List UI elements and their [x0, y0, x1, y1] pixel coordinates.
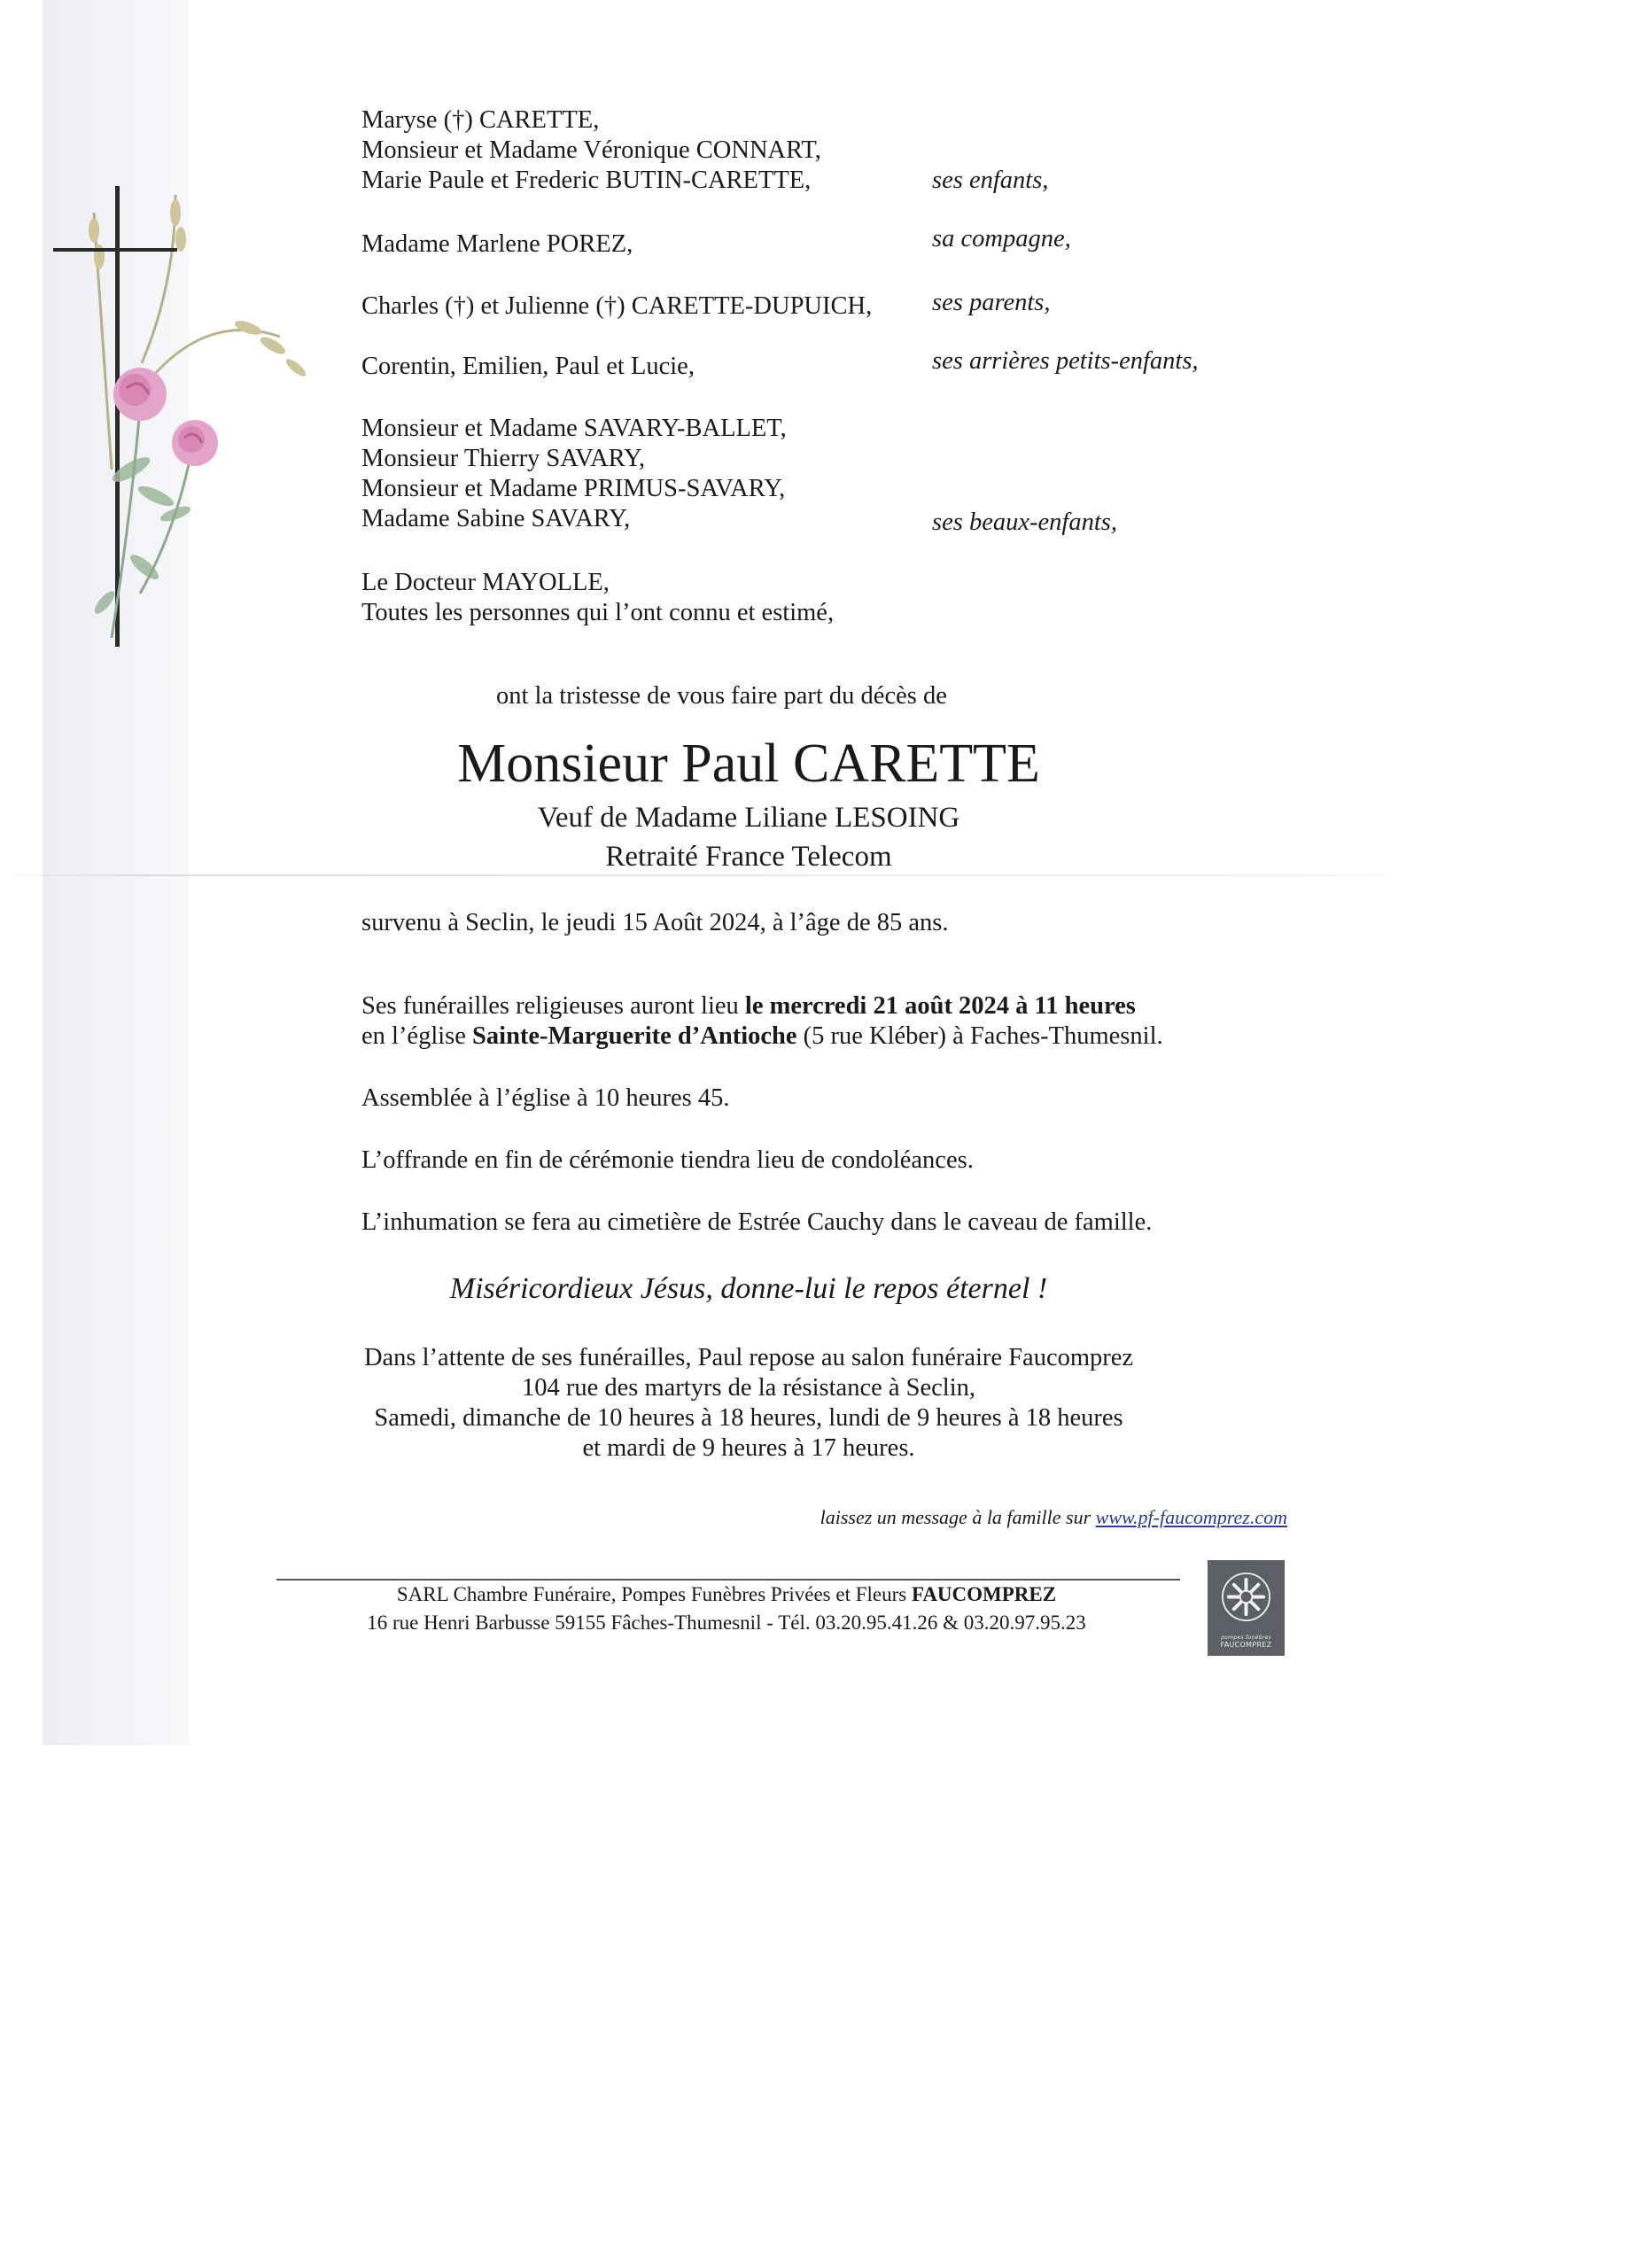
burial-text: L’inhumation se fera au cimetière de Estrée Cauchy dans le caveau de famille. — [361, 1208, 1153, 1236]
family-line-4: Madame Marlene POREZ, — [361, 230, 633, 258]
prayer-text: Miséricordieux Jésus, donne-lui le repos éternel ! — [449, 1272, 1048, 1305]
family-line-11: Le Docteur MAYOLLE, — [361, 569, 610, 596]
family-line-3: Marie Paule et Frederic BUTIN-CARETTE, — [361, 167, 812, 194]
rest-line-2: 104 rue des martyrs de la résistance à Seclin, — [521, 1374, 976, 1402]
online-message — [820, 1506, 1287, 1529]
footer-divider — [276, 1579, 1180, 1581]
logo-small-text: pompes funèbres — [1221, 1635, 1271, 1641]
deceased-profession: Retraité France Telecom — [605, 841, 892, 873]
logo-text — [1208, 1635, 1285, 1649]
funeral-line-2 — [361, 1021, 1163, 1052]
relation-stepchildren: ses beaux-enfants, — [932, 509, 1117, 536]
footer-address: 16 rue Henri Barbusse 59155 Fâches-Thumesnil - Tél. 03.20.95.41.26 & 03.20.97.95.23 — [367, 1612, 1086, 1634]
funeral-line-2-prefix: en l’église — [361, 1022, 473, 1050]
family-line-8: Monsieur Thierry SAVARY, — [361, 445, 646, 472]
announcement-text: ont la tristesse de vous faire part du décès de — [496, 682, 947, 710]
assembly-text: Assemblée à l’église à 10 heures 45. — [361, 1084, 730, 1112]
family-line-10: Madame Sabine SAVARY, — [361, 505, 631, 532]
deceased-name: Monsieur Paul CARETTE — [457, 734, 1040, 794]
death-details: survenu à Seclin, le jeudi 15 Août 2024, à l’âge de 85 ans. — [361, 909, 949, 936]
church-address: (5 rue Kléber) à Faches-Thumesnil. — [796, 1022, 1163, 1050]
online-message-prefix: laissez un message à la famille sur — [820, 1506, 1096, 1528]
family-line-1: Maryse (†) CARETTE, — [361, 106, 600, 134]
rest-line-1: Dans l’attente de ses funérailles, Paul repose au salon funéraire Faucomprez — [363, 1344, 1134, 1371]
funeral-date: le mercredi 21 août 2024 à 11 heures — [744, 992, 1136, 1020]
footer-company-name: FAUCOMPREZ — [911, 1583, 1057, 1605]
deceased-widower: Veuf de Madame Liliane LESOING — [537, 802, 960, 834]
sun-emblem-icon — [1220, 1571, 1272, 1623]
rest-line-4: et mardi de 9 heures à 17 heures. — [582, 1434, 915, 1462]
funeral-line-1 — [361, 990, 1136, 1021]
relation-children: ses enfants, — [932, 167, 1049, 194]
family-line-7: Monsieur et Madame SAVARY-BALLET, — [361, 415, 787, 442]
footer-company-text: SARL Chambre Funéraire, Pompes Funèbres Privées et Fleurs — [396, 1583, 912, 1605]
funeral-line-1-text: Ses funérailles religieuses auront lieu — [361, 992, 745, 1020]
relation-partner: sa compagne, — [932, 225, 1071, 252]
family-line-2: Monsieur et Madame Véronique CONNART, — [361, 136, 821, 164]
family-line-12: Toutes les personnes qui l’ont connu et estimé, — [361, 599, 835, 626]
cross-with-roses-illustration — [43, 177, 326, 673]
fold-line — [0, 874, 1418, 876]
faucomprez-logo — [1208, 1560, 1285, 1656]
relation-parents: ses parents, — [932, 289, 1051, 316]
relation-great-grandchildren: ses arrières petits-enfants, — [932, 347, 1199, 375]
family-line-5: Charles (†) et Julienne (†) CARETTE-DUPUICH, — [361, 292, 873, 320]
funeral-home-website-link[interactable]: www.pf-faucomprez.com — [1095, 1506, 1287, 1528]
logo-name: FAUCOMPREZ — [1220, 1641, 1272, 1649]
church-name: Sainte-Marguerite d’Antioche — [472, 1022, 797, 1050]
rest-line-3: Samedi, dimanche de 10 heures à 18 heures, lundi de 9 heures à 18 heures — [374, 1404, 1123, 1432]
offering-text: L’offrande en fin de cérémonie tiendra lieu de condoléances. — [361, 1146, 974, 1174]
family-line-6: Corentin, Emilien, Paul et Lucie, — [361, 353, 695, 380]
family-line-9: Monsieur et Madame PRIMUS-SAVARY, — [361, 475, 786, 502]
